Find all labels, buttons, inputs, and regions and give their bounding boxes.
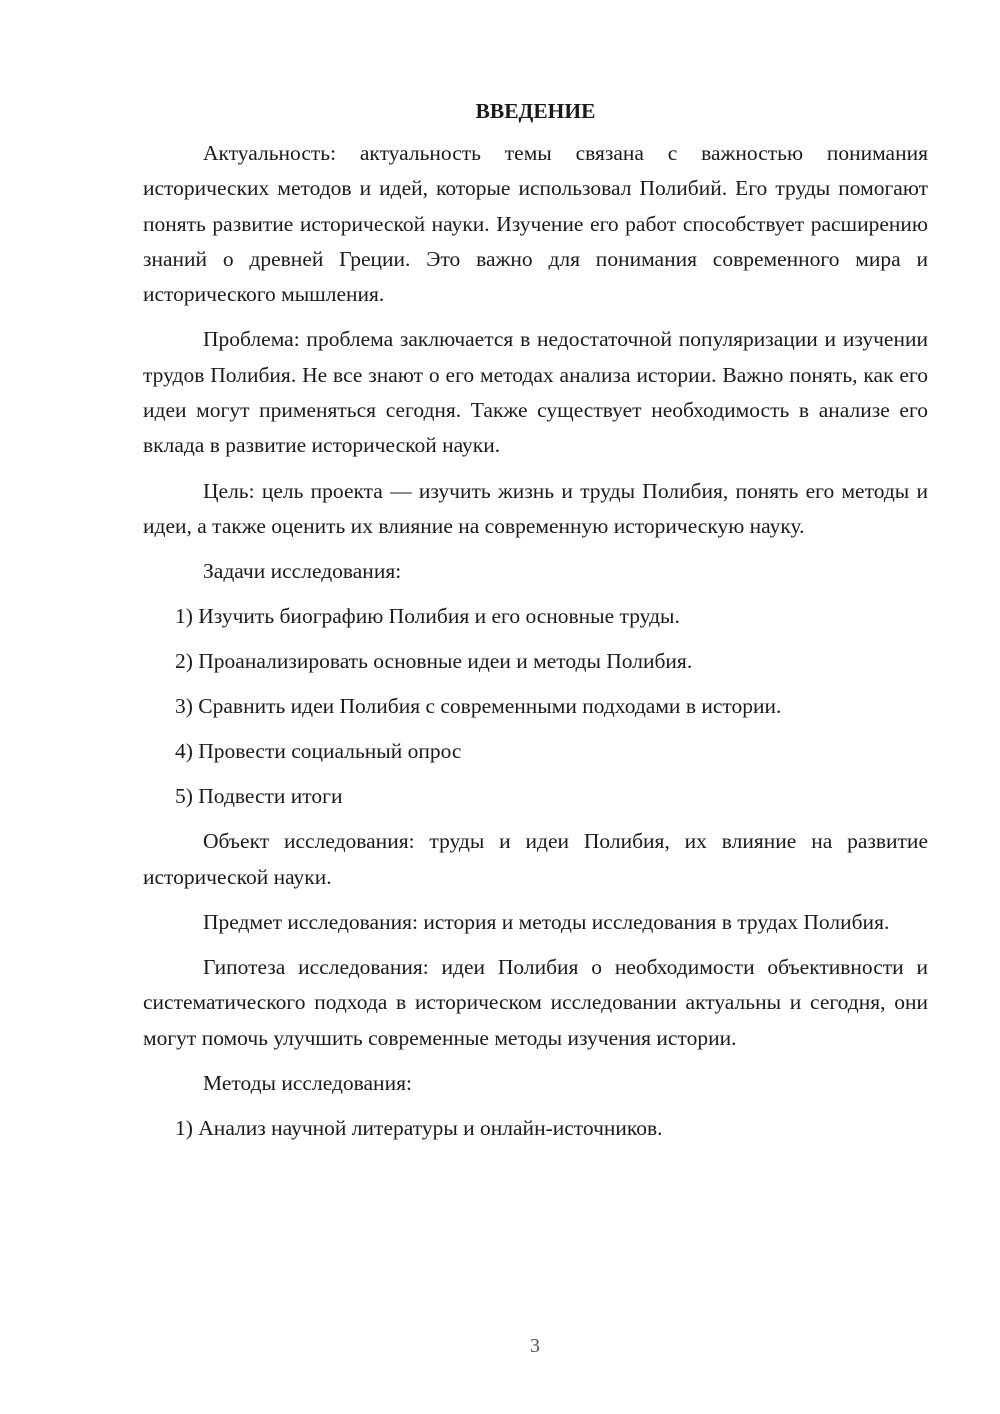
tasks-list	[143, 599, 928, 814]
list-item: 1) Изучить биографию Полибия и его основные труды.	[175, 604, 680, 629]
list-item: 4) Провести социальный опрос	[175, 739, 462, 764]
methods-heading: Методы исследования:	[203, 1071, 412, 1096]
page-title: ВВЕДЕНИЕ	[475, 99, 596, 123]
methods-list	[143, 1111, 928, 1146]
page-content	[143, 96, 928, 1156]
list-item: 1) Анализ научной литературы и онлайн-источников.	[175, 1116, 663, 1141]
paragraph-actuality: Актуальность: актуальность темы связана с важностью понимания исторических методов и идей, которые использовал Полибий. Его труды помогают понять развитие исторической науки. Изучение его работ способствует расширению знаний о древней Греции. Это важно для понимания современного мира и исторического мышления.	[143, 141, 928, 307]
list-item: 3) Сравнить идеи Полибия с современными подходами в истории.	[175, 694, 782, 719]
paragraph-problem: Проблема: проблема заключается в недостаточной популяризации и изучении трудов Полибия. Не все знают о его методах анализа истории. Важно понять, как его идеи могут применяться сегодня. Также существует необходимость в анализе его вклада в развитие исторической науки.	[143, 327, 928, 458]
tasks-heading: Задачи исследования:	[203, 559, 402, 584]
list-item: 5) Подвести итоги	[175, 784, 343, 809]
page-number: 3	[530, 1335, 540, 1357]
paragraph-subject: Предмет исследования: история и методы исследования в трудах Полибия.	[203, 909, 890, 934]
paragraph-hypothesis: Гипотеза исследования: идеи Полибия о необходимости объективности и систематического подхода в историческом исследовании актуальны и сегодня, они могут помочь улучшить современные методы изучения истории.	[143, 955, 928, 1050]
list-item: 2) Проанализировать основные идеи и методы Полибия.	[175, 649, 693, 674]
paragraph-object: Объект исследования: труды и идеи Полибия, их влияние на развитие исторической науки.	[143, 829, 928, 889]
paragraph-goal: Цель: цель проекта — изучить жизнь и труды Полибия, понять его методы и идеи, а также оценить их влияние на современную историческую науку.	[143, 478, 928, 538]
